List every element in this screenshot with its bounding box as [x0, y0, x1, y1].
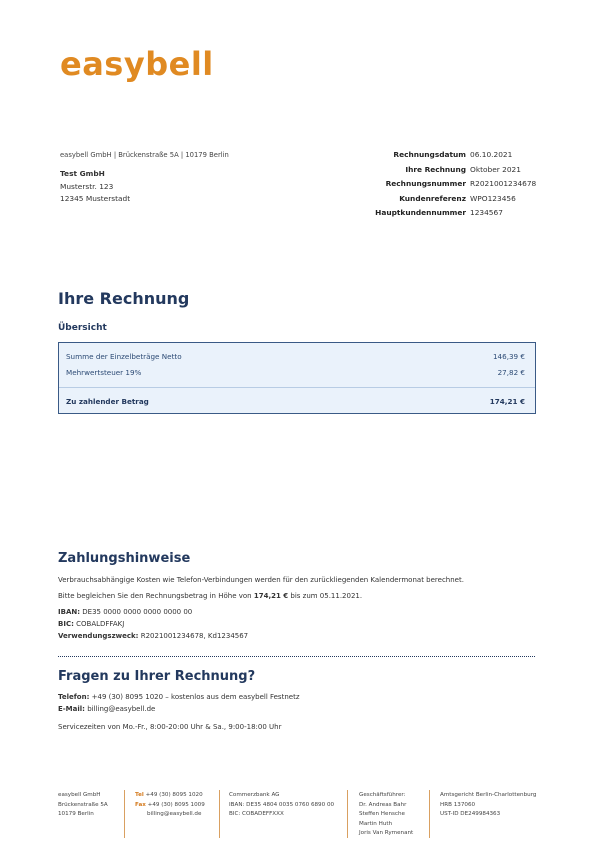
footer-tel	[135, 791, 205, 801]
recipient-name: Test GmbH	[60, 169, 105, 178]
recipient-street: Musterstr. 123	[60, 181, 114, 191]
footer-register-line: UST-ID DE249984363	[440, 811, 501, 818]
phone-value: +49 (30) 8095 1020 – kostenlos aus dem easybell Festnetz	[91, 693, 300, 701]
meta-key: Hauptkundennummer	[375, 208, 466, 217]
meta-row	[300, 192, 570, 207]
iban-label: IBAN:	[58, 608, 81, 616]
meta-row	[300, 148, 570, 163]
sender-address-line: easybell GmbH | Brückenstraße 5A | 10179 Berlin	[60, 151, 229, 159]
tel-label: Tel	[135, 792, 144, 798]
meta-row	[300, 177, 570, 192]
meta-value: 06.10.2021	[470, 150, 513, 159]
footer-register	[440, 791, 536, 820]
meta-key: Kundenreferenz	[399, 193, 466, 203]
email-label: E-Mail:	[58, 705, 85, 713]
footer-register-line: Amtsgericht Berlin-Charlottenburg	[440, 792, 537, 798]
payment-due-amount: 174,21 €	[253, 592, 289, 600]
iban-line	[58, 608, 192, 616]
fax-value: +49 (30) 8095 1009	[147, 801, 205, 808]
bic-value: COBALDFFAKJ	[76, 620, 125, 628]
phone-line	[58, 693, 300, 701]
footer-company-line: 10179 Berlin	[58, 811, 94, 818]
meta-value: Oktober 2021	[470, 164, 521, 174]
footer-company-line: Brückenstraße 5A	[58, 801, 108, 808]
vat-label: Mehrwertsteuer 19%	[66, 368, 142, 377]
summary-divider	[59, 387, 535, 388]
payment-due-pre: Bitte begleichen Sie den Rechnungsbetrag in Höhe von	[58, 592, 254, 600]
footer-fax	[135, 801, 205, 811]
invoice-meta	[300, 148, 570, 221]
footer-mail[interactable]: billing@easybell.de	[147, 811, 202, 818]
footer-management	[359, 791, 413, 839]
footer-divider	[124, 790, 125, 838]
meta-key: Rechnungsnummer	[385, 179, 466, 188]
net-row	[66, 352, 525, 361]
meta-key: Rechnungsdatum	[393, 150, 466, 159]
footer-company	[58, 791, 108, 820]
total-label: Zu zahlender Betrag	[66, 397, 149, 406]
footer-divider	[219, 790, 220, 838]
meta-value: WPO123456	[470, 193, 516, 203]
total-value: 174,21 €	[489, 397, 525, 406]
service-hours: Servicezeiten von Mo.-Fr., 8:00-20:00 Uhr & Sa., 9:00-18:00 Uhr	[58, 723, 282, 731]
footer-contact	[135, 791, 205, 820]
meta-row	[300, 163, 570, 178]
net-label: Summe der Einzelbeträge Netto	[66, 352, 182, 361]
net-value: 146,39 €	[492, 352, 525, 361]
fax-label: Fax	[135, 801, 146, 808]
payment-note: Verbrauchsabhängige Kosten wie Telefon-Verbindungen werden für den zurückliegenden Kalendermonat berechnet.	[58, 576, 464, 584]
footer-divider	[429, 790, 430, 838]
footer-bank-line: BIC: COBADEFFXXX	[229, 811, 284, 818]
overview-title: Übersicht	[58, 323, 107, 333]
phone-label: Telefon:	[58, 693, 90, 701]
footer-management-line: Geschäftsführer:	[359, 792, 406, 798]
email-link[interactable]: billing@easybell.de	[87, 705, 156, 713]
bic-line	[58, 620, 124, 628]
footer-register-line: HRB 137060	[440, 801, 476, 808]
purpose-line	[58, 632, 248, 640]
footer-bank-line: IBAN: DE35 4804 0035 0760 6890 00	[229, 801, 335, 808]
recipient-address	[60, 168, 130, 206]
footer-company-line: easybell GmbH	[58, 792, 101, 798]
questions-title: Fragen zu Ihrer Rechnung?	[58, 669, 256, 684]
tel-value: +49 (30) 8095 1020	[145, 792, 203, 798]
meta-key: Ihre Rechnung	[405, 164, 466, 174]
payment-due-line	[58, 592, 362, 600]
dotted-divider	[58, 656, 535, 657]
vat-row	[66, 368, 525, 377]
meta-value: R2021001234678	[470, 179, 537, 188]
footer-bank-line: Commerzbank AG	[229, 792, 280, 798]
invoice-summary-box	[58, 342, 536, 414]
invoice-title: Ihre Rechnung	[58, 289, 190, 308]
footer-management-line: Dr. Andreas Bahr	[359, 801, 407, 808]
easybell-logo: easybell	[60, 45, 214, 83]
footer-bank	[229, 791, 334, 820]
footer-management-line: Martin Huth	[359, 820, 393, 827]
total-row	[66, 397, 525, 406]
iban-value: DE35 0000 0000 0000 0000 00	[82, 608, 193, 616]
purpose-value: R2021001234678, Kd1234567	[140, 632, 249, 640]
meta-value: 1234567	[470, 208, 503, 217]
footer-management-line: Joris Van Rymenant	[359, 830, 414, 837]
footer-divider	[347, 790, 348, 838]
purpose-label: Verwendungszweck:	[58, 632, 139, 640]
email-line	[58, 705, 155, 713]
recipient-city: 12345 Musterstadt	[60, 194, 131, 203]
meta-row	[300, 206, 570, 221]
footer-management-line: Steffen Hensche	[359, 811, 405, 818]
payment-title: Zahlungshinweise	[58, 551, 191, 566]
payment-due-post: bis zum 05.11.2021.	[288, 592, 363, 600]
bic-label: BIC:	[58, 620, 74, 628]
vat-value: 27,82 €	[497, 368, 525, 377]
